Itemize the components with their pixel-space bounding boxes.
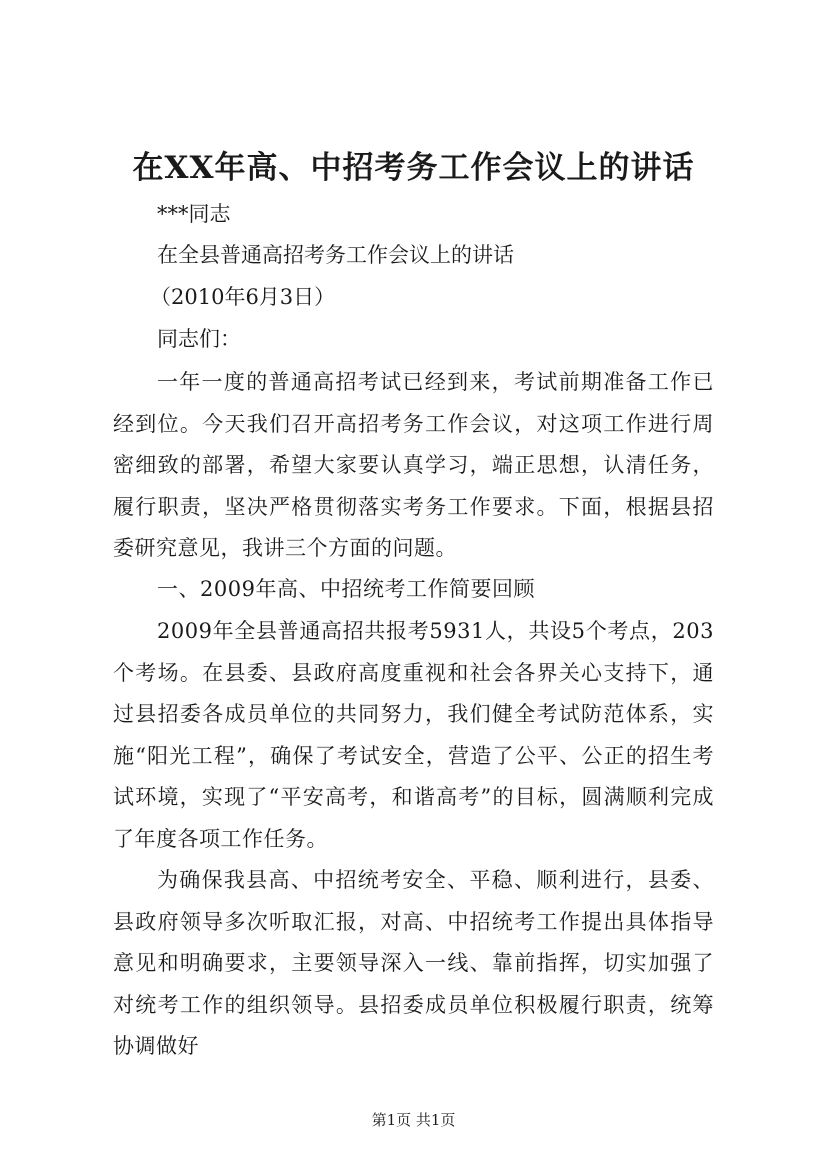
salutation-line: 同志们： [157, 327, 241, 351]
speaker-line: ***同志 [157, 202, 231, 226]
paragraph-intro: 一年一度的普通高招考试已经到来，考试前期准备工作已经到位。今天我们召开高招考务工作会议，对这项工作进行周密细致的部署，希望大家要认真学习，端正思想，认清任务，履行职责，坚决严格贯彻落实考务工作要求。下面，根据县招委研究意见，我讲三个方面的问题。 [113, 370, 714, 560]
subtitle-line: 在全县普通高招考务工作会议上的讲话 [157, 243, 514, 267]
page-number-footer: 第1页 共1页 [371, 1111, 456, 1129]
document-title: 在XX年高、中招考务工作会议上的讲话 [132, 150, 695, 186]
section-heading-1: 一、2009年高、中招统考工作简要回顾 [157, 577, 535, 601]
date-line: （2010年6月3日） [150, 285, 336, 309]
paragraph-leadership: 为确保我县高、中招统考安全、平稳、顺利进行，县委、县政府领导多次听取汇报，对高、中招统考工作提出具体指导意见和明确要求，主要领导深入一线、靠前指挥，切实加强了对统考工作的组织领导。县招委成员单位积极履行职责，统筹协调做好 [113, 868, 714, 1058]
paragraph-review: 2009年全县普通高招共报考5931人，共设5个考点，203个考场。在县委、县政府高度重视和社会各界关心支持下，通过县招委各成员单位的共同努力，我们健全考试防范体系，实施“阳光工程”，确保了考试安全，营造了公平、公正的招生考试环境，实现了“平安高考，和谐高考”的目标，圆满顺利完成了年度各项工作任务。 [113, 619, 714, 851]
